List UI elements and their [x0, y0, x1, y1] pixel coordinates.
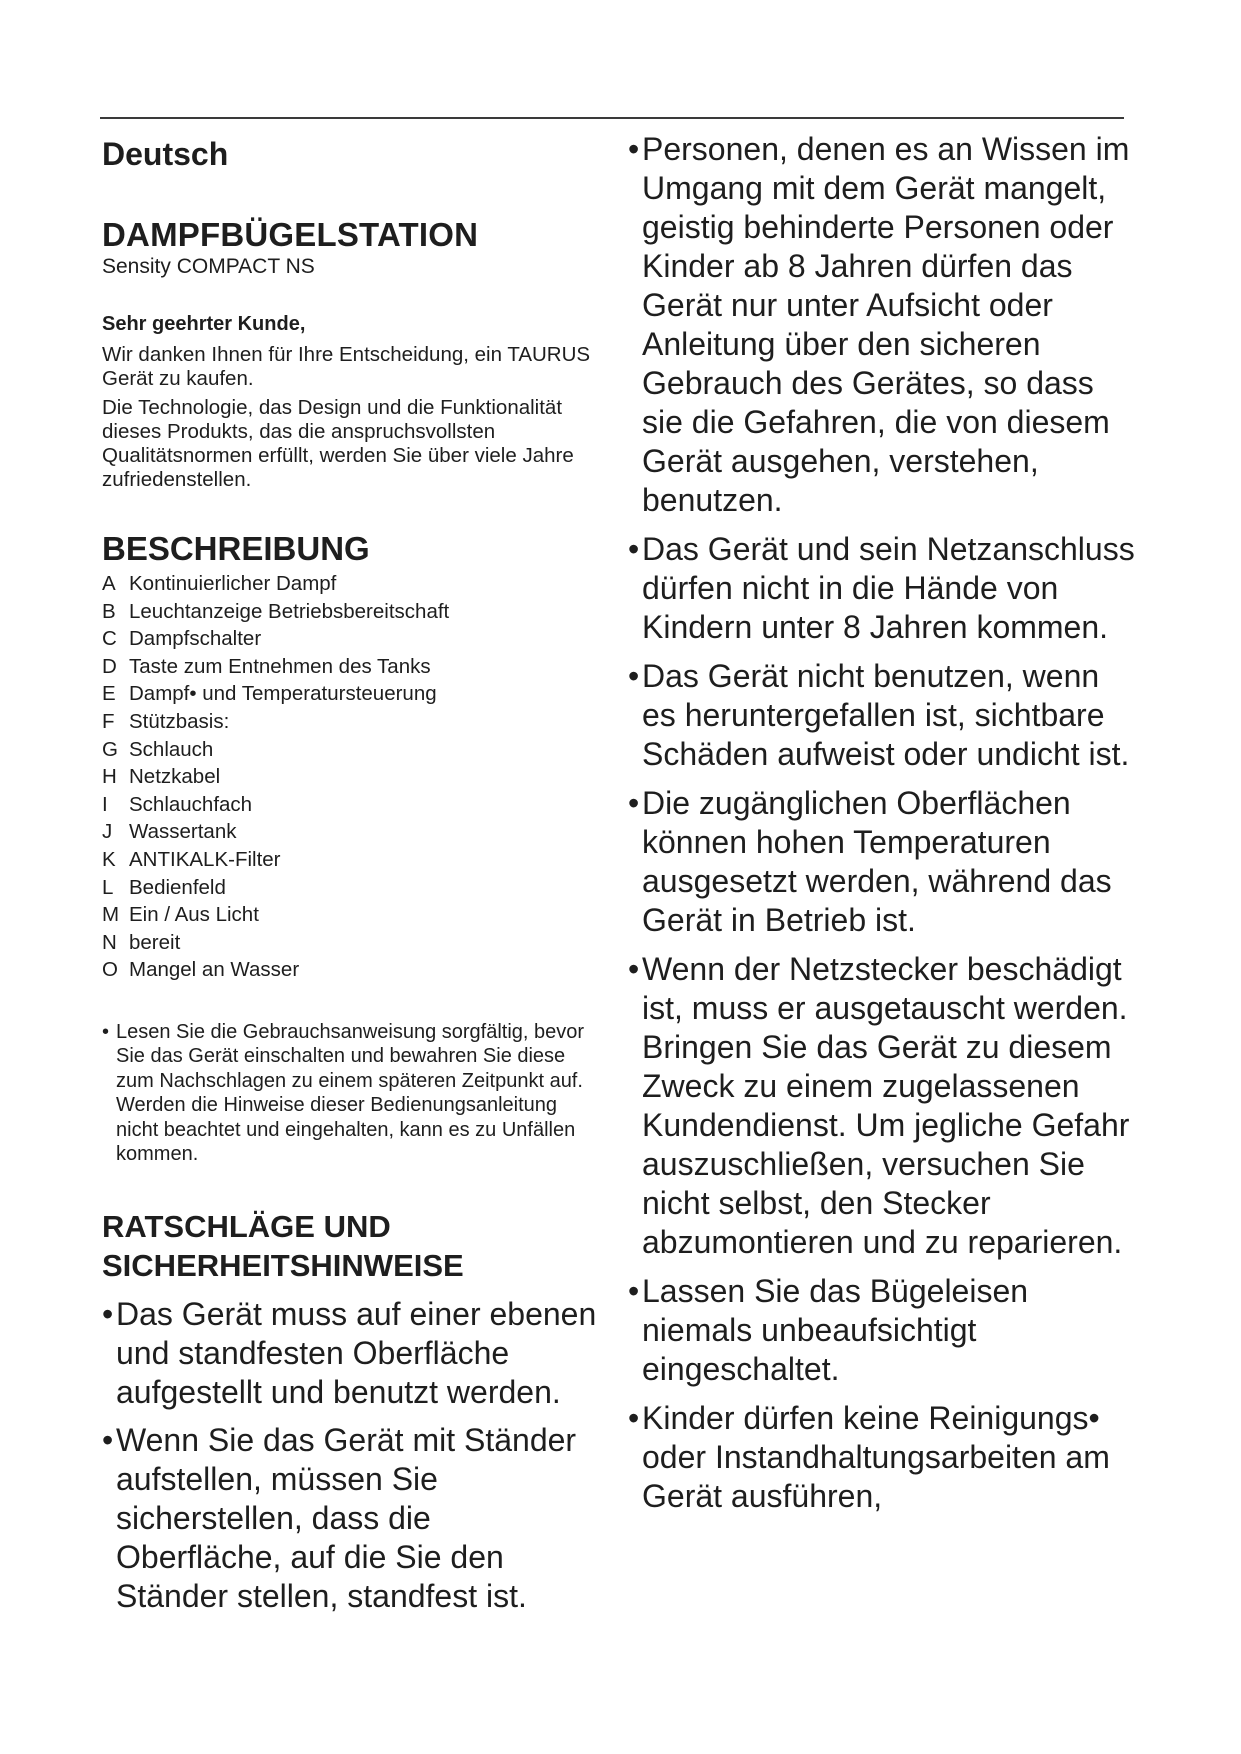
part-letter: N [102, 930, 117, 954]
list-item: • Die zugänglichen Oberflächen können hohen Temperaturen ausgesetzt werden, während das Gerät in Betrieb ist. [628, 784, 1138, 940]
part-label: Wassertank [129, 820, 237, 844]
part-label: Mangel an Wasser [129, 958, 300, 982]
part-letter: M [102, 903, 120, 927]
intro-paragraph-2: Die Technologie, das Design und die Funktionalität dieses Produkts, das die anspruchsvollsten Qualitätsnormen erfüllt, werden Sie über viele Jahre zufriedenstellen. [102, 396, 574, 491]
list-item [102, 874, 602, 902]
part-label: Bedienfeld [129, 875, 226, 899]
part-label: Taste zum Entnehmen des Tanks [129, 654, 431, 678]
safety-heading: RATSCHLÄGE UND SICHERHEITSHINWEISE [102, 1208, 464, 1283]
part-letter: B [102, 599, 116, 623]
part-letter: I [102, 792, 108, 816]
part-label: Kontinuierlicher Dampf [129, 572, 337, 595]
list-item [102, 846, 602, 874]
part-letter: H [102, 765, 117, 789]
part-label: Dampf• und Temperatursteuerung [129, 682, 437, 706]
list-item [102, 680, 602, 708]
list-item [102, 736, 602, 764]
part-label: bereit [129, 930, 181, 954]
description-heading: BESCHREIBUNG [102, 530, 370, 567]
part-label: Ein / Aus Licht [129, 903, 259, 927]
product-title: DAMPFBÜGELSTATION [102, 216, 479, 253]
list-item: • Lesen Sie die Gebrauchsanweisung sorgfältig, bevor Sie das Gerät einschalten und bewahren Sie diese zum Nachschlagen zu einem späteren Zeitpunkt auf. Werden die Hinweise dieser Bedienungsanleitung nicht beachtet und eingehalten, kann es zu Unfällen kommen. [102, 1020, 602, 1167]
part-letter: D [102, 654, 117, 678]
list-item: • Personen, denen es an Wissen im Umgang mit dem Gerät mangelt, geistig behinderte Personen oder Kinder ab 8 Jahren dürfen das Gerät nur unter Aufsicht oder Anleitung über den sicheren Gebrauch des Gerätes, so dass sie die Gefahren, die von diesem Gerät ausgehen, verstehen, benutzen. [628, 130, 1138, 520]
model-name: Sensity COMPACT NS [102, 255, 315, 278]
right-column [628, 130, 1138, 1526]
part-letter: K [102, 847, 116, 871]
part-letter: C [102, 627, 117, 651]
part-letter: O [102, 958, 118, 982]
greeting: Sehr geehrter Kunde, [102, 313, 306, 335]
list-item [102, 763, 602, 791]
list-item: • Lassen Sie das Bügeleisen niemals unbeaufsichtigt eingeschaltet. [628, 1272, 1138, 1389]
part-letter: A [102, 572, 116, 595]
part-label: Netzkabel [129, 765, 221, 789]
list-item [102, 901, 602, 929]
list-item [102, 570, 602, 598]
part-label: Leuchtanzeige Betriebsbereitschaft [129, 599, 450, 623]
header-rule [100, 117, 1124, 119]
part-letter: G [102, 737, 118, 761]
list-item: • Wenn Sie das Gerät mit Ständer aufstellen, müssen Sie sicherstellen, dass die Oberfläche, auf die Sie den Ständer stellen, standfest ist. [102, 1421, 602, 1616]
list-item [102, 653, 602, 681]
part-label: Dampfschalter [129, 627, 262, 651]
list-item [102, 791, 602, 819]
list-item: • Das Gerät und sein Netzanschluss dürfen nicht in die Hände von Kindern unter 8 Jahren kommen. [628, 530, 1138, 647]
part-label: Schlauchfach [129, 792, 253, 816]
part-label: Stützbasis: [129, 709, 230, 733]
list-item: • Das Gerät nicht benutzen, wenn es heruntergefallen ist, sichtbare Schäden aufweist oder undicht ist. [628, 657, 1138, 774]
list-item: • Das Gerät muss auf einer ebenen und standfesten Oberfläche aufgestellt und benutzt werden. [102, 1295, 602, 1412]
list-item [102, 625, 602, 653]
part-letter: L [102, 875, 114, 899]
part-letter: E [102, 682, 116, 706]
list-item: • Wenn der Netzstecker beschädigt ist, muss er ausgetauscht werden. Bringen Sie das Gerät zu diesem Zweck zu einem zugelassenen Kundendienst. Um jegliche Gefahr auszuschließen, versuchen Sie nicht selbst, den Stecker abzumontieren und zu reparieren. [628, 950, 1138, 1262]
left-column [102, 132, 602, 1625]
list-item [102, 708, 602, 736]
read-instructions-note [102, 1020, 602, 1167]
language-heading: Deutsch [102, 136, 229, 172]
safety-list-right [628, 130, 1138, 1516]
list-item [102, 598, 602, 626]
part-label: Schlauch [129, 737, 214, 761]
part-letter: F [102, 709, 115, 733]
parts-list [102, 570, 602, 984]
safety-list-left [102, 1295, 602, 1616]
list-item [102, 929, 602, 957]
list-item [102, 956, 602, 984]
list-item [102, 818, 602, 846]
intro-paragraph-1: Wir danken Ihnen für Ihre Entscheidung, ein TAURUS Gerät zu kaufen. [102, 343, 591, 390]
part-letter: J [102, 820, 113, 844]
list-item: • Kinder dürfen keine Reinigungs• oder Instandhaltungsarbeiten am Gerät ausführen, [628, 1399, 1138, 1516]
part-label: ANTIKALK-Filter [129, 847, 281, 871]
